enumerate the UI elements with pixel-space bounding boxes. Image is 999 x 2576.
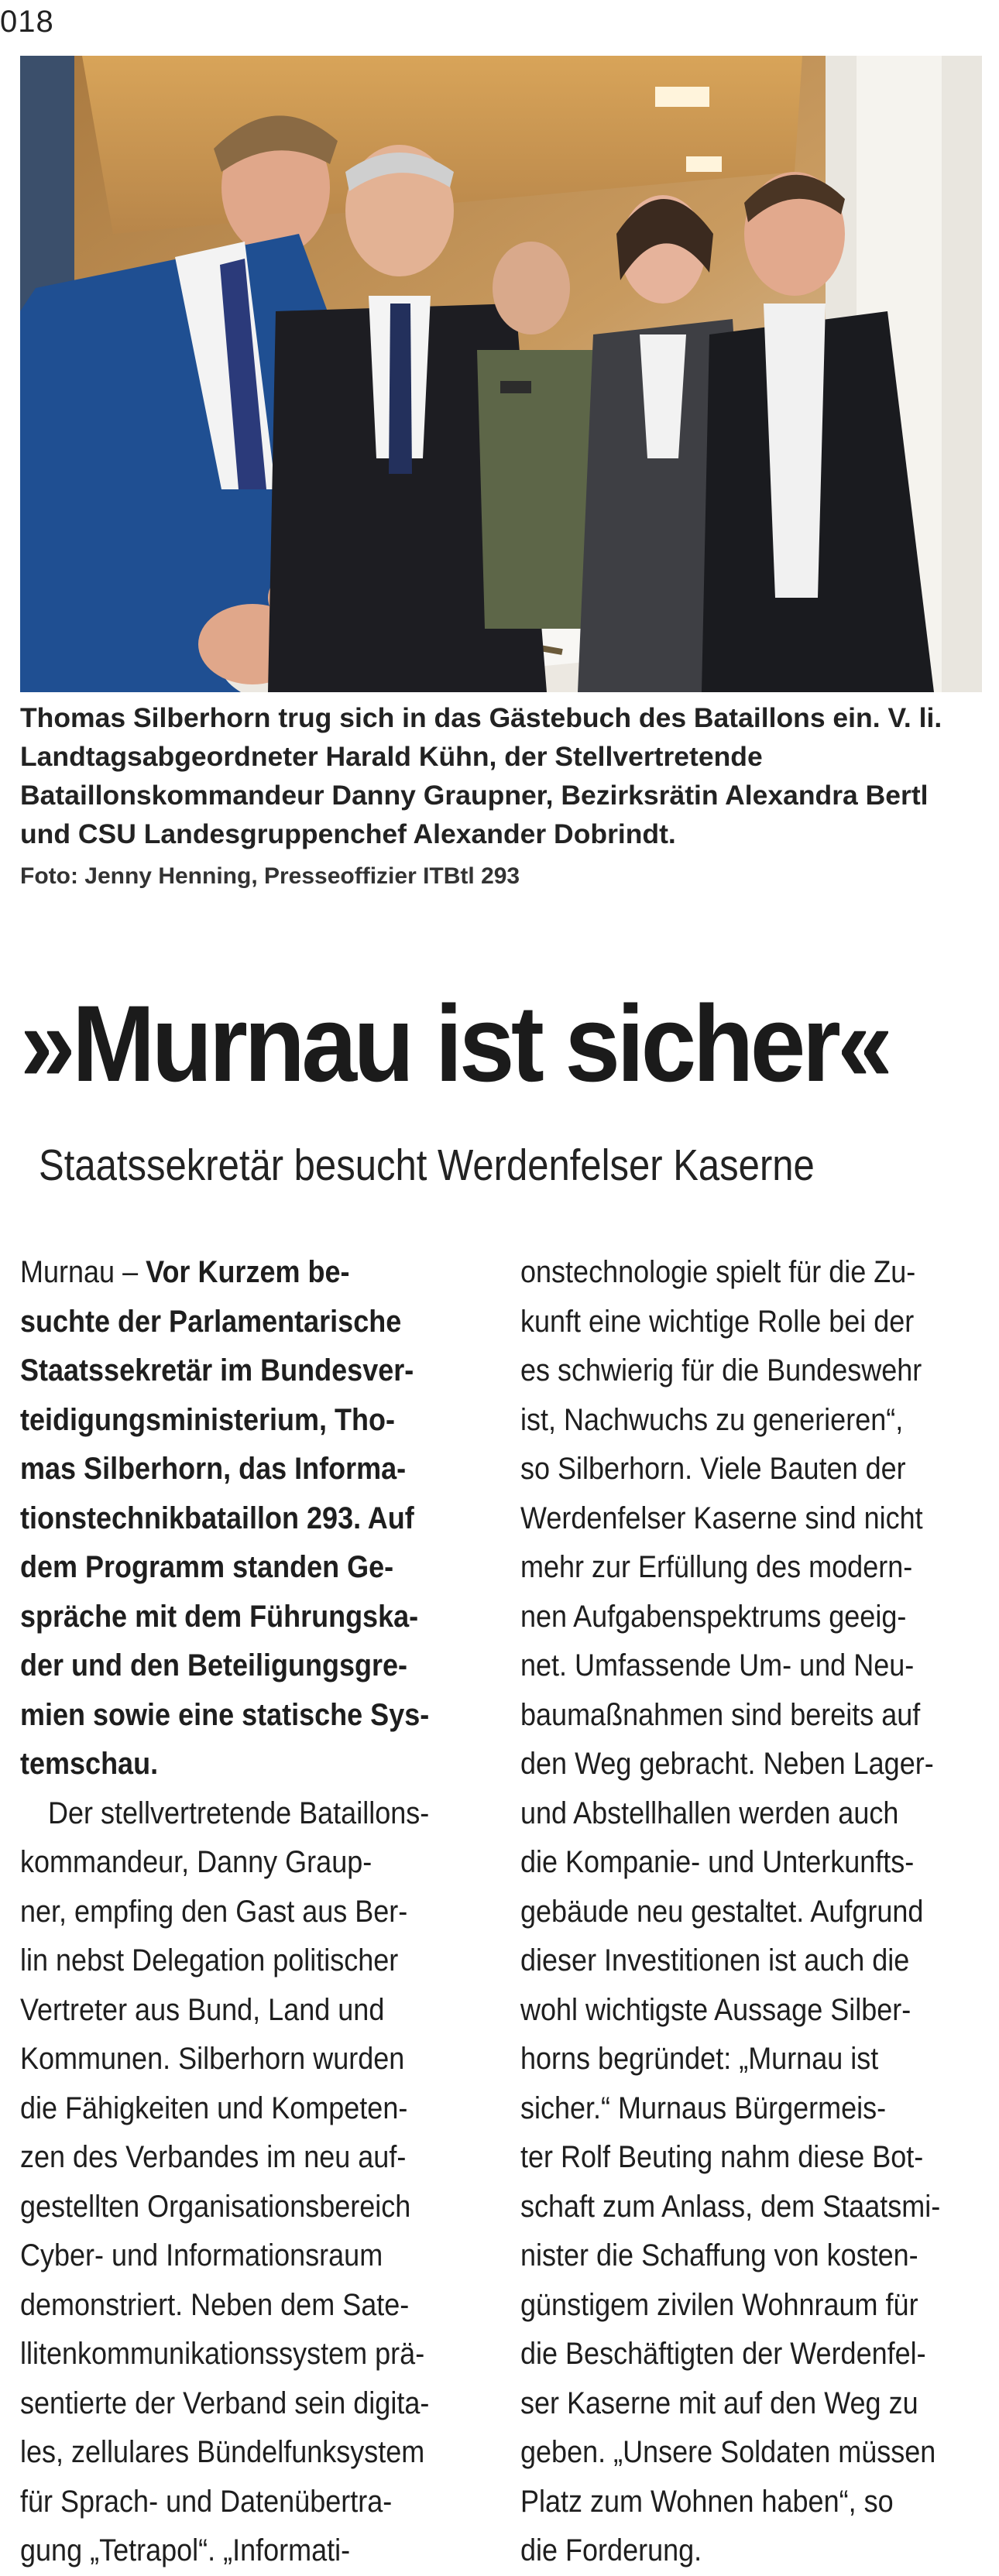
article-line [20,1248,447,1298]
article-line [20,1396,447,1446]
article-lead-text: tionstechnikbataillon 293. Auf [20,1501,414,1535]
article-line [20,2231,447,2281]
article-line: sicher.“ Murnaus Bürgermeis- [520,2091,887,2125]
article-text: Kommunen. Silberhorn wurden [20,2042,405,2076]
article-text: les, zellulares Bündelfunksystem [20,2435,425,2469]
article-text: demonstriert. Neben dem Sate- [20,2287,410,2322]
photo-credit: Foto: Jenny Henning, Presseoffizier ITBtl 293 [20,863,520,889]
article-lead-text: teidigungsministerium, Tho- [20,1402,396,1437]
article-line [20,1445,447,1494]
article-line: es schwierig für die Bundeswehr [520,1353,922,1387]
article-line: günstigem zivilen Wohnraum für [520,2287,918,2322]
article-text: Cyber- und Informationsraum [20,2238,383,2272]
article-line: nen Aufgabenspektrums geeig- [520,1599,907,1634]
article-line: den Weg gebracht. Neben Lager- [520,1747,934,1781]
article-lead-text: der und den Beteiligungsgre- [20,1648,408,1682]
article-line [20,1740,447,1789]
article-photo [20,56,982,692]
article-line [20,1298,447,1347]
subheadline: Staatssekretär besucht Werdenfelser Kaserne [39,1141,815,1190]
article-text: gung „Tetrapol“. „Informati- [20,2533,351,2567]
article-text: Murnau – [20,1255,146,1289]
article-lead-text: temschau. [20,1747,159,1781]
article-line [20,2035,447,2084]
article-line: dieser Investitionen ist auch die [520,1943,910,1977]
article-line: ser Kaserne mit auf den Weg zu [520,2386,918,2420]
article-text: die Fähigkeiten und Kompeten- [20,2091,408,2125]
article-line [20,2330,447,2379]
page-number: 018 [0,5,54,39]
article-lead-text: mien sowie eine statische Sys- [20,1697,430,1732]
article-line [20,1888,447,1937]
article-line [20,2183,447,2232]
article-line [20,2379,447,2429]
article-line [20,1986,447,2036]
article-line: kunft eine wichtige Rolle bei der [520,1304,915,1339]
article-line: gebäude neu gestaltet. Aufgrund [520,1894,924,1929]
article-line [20,1593,447,1642]
article-text: für Sprach- und Datenübertra- [20,2484,393,2519]
article-lead-text: mas Silberhorn, das Informa- [20,1452,407,1486]
article-line [20,2281,447,2331]
article-line: onstechnologie spielt für die Zu- [520,1255,916,1289]
article-line: schaft zum Anlass, dem Staatsmi- [520,2189,941,2224]
article-line [20,1494,447,1544]
article-line [20,1543,447,1593]
article-line: Werdenfelser Kaserne sind nicht [520,1501,923,1535]
headline: »Murnau ist sicher« [20,983,890,1104]
article-lead-text: Staatssekretär im Bundesver- [20,1353,414,1387]
photo-guestbook-signing-icon [20,56,982,692]
article-line: die Kompanie- und Unterkunfts- [520,1845,915,1879]
article-lead-text: dem Programm standen Ge- [20,1550,394,1584]
article-line [20,1838,447,1888]
article-text: sentierte der Verband sein digita- [20,2386,430,2420]
photo-caption [20,698,984,894]
article-lead-text: Vor Kurzem be- [146,1255,350,1289]
article-line: horns begründet: „Murnau ist [520,2042,879,2076]
article-text: ner, empfing den Gast aus Ber- [20,1894,408,1929]
article-line: Platz zum Wohnen haben“, so [520,2484,894,2519]
article-text: kommandeur, Danny Graup- [20,1845,372,1879]
article-line: ist, Nachwuchs zu generieren“, [520,1402,904,1437]
caption-text: Thomas Silberhorn trug sich in das Gästebuch des Bataillons ein. V. li. Landtagsabgeordneter Harald Kühn, der Stellvertretende Bataillonskommandeur Danny Graupner, Bezirksrätin Alexandra Bertl und CSU Landesgruppenchef Alexander Dobrindt. [20,702,942,849]
article-text: gestellten Organisationsbereich [20,2189,411,2224]
article-line [20,1346,447,1396]
article-text: Der stellvertretende Bataillons- [48,1796,430,1830]
article-line: die Forderung. [520,2533,702,2567]
article-text: Vertreter aus Bund, Land und [20,1992,385,2027]
article-line: wohl wichtigste Aussage Silber- [520,1992,911,2027]
article-column-left [20,1248,494,2576]
article-line: baumaßnahmen sind bereits auf [520,1697,921,1732]
article-line: net. Umfassende Um- und Neu- [520,1648,915,1682]
article-text: lin nebst Delegation politischer [20,1943,399,1977]
article-line [20,2133,447,2183]
article-line: so Silberhorn. Viele Bauten der [520,1452,906,1486]
article-line: geben. „Unsere Soldaten müssen [520,2435,936,2469]
article-lead-text: suchte der Parlamentarische [20,1304,402,1339]
article-text: llitenkommunikationssystem prä- [20,2337,425,2371]
article-column-right [520,1248,994,2576]
article-line: die Beschäftigten der Werdenfel- [520,2337,926,2371]
article-line [20,2526,447,2576]
article-text: zen des Verbandes im neu auf- [20,2140,407,2174]
article-line: nister die Schaffung von kosten- [520,2238,918,2272]
article-line: ter Rolf Beuting nahm diese Bot- [520,2140,924,2174]
article-line [20,1641,447,1691]
article-line [20,1936,447,1986]
article-line [20,2478,447,2527]
article-line: mehr zur Erfüllung des modern- [520,1550,913,1584]
article-lead-text: spräche mit dem Führungska- [20,1599,419,1634]
article-line [20,2084,447,2134]
article-line [20,2428,447,2478]
article-line [20,1789,447,1839]
article-line: und Abstellhallen werden auch [520,1796,899,1830]
article-line [20,1691,447,1741]
